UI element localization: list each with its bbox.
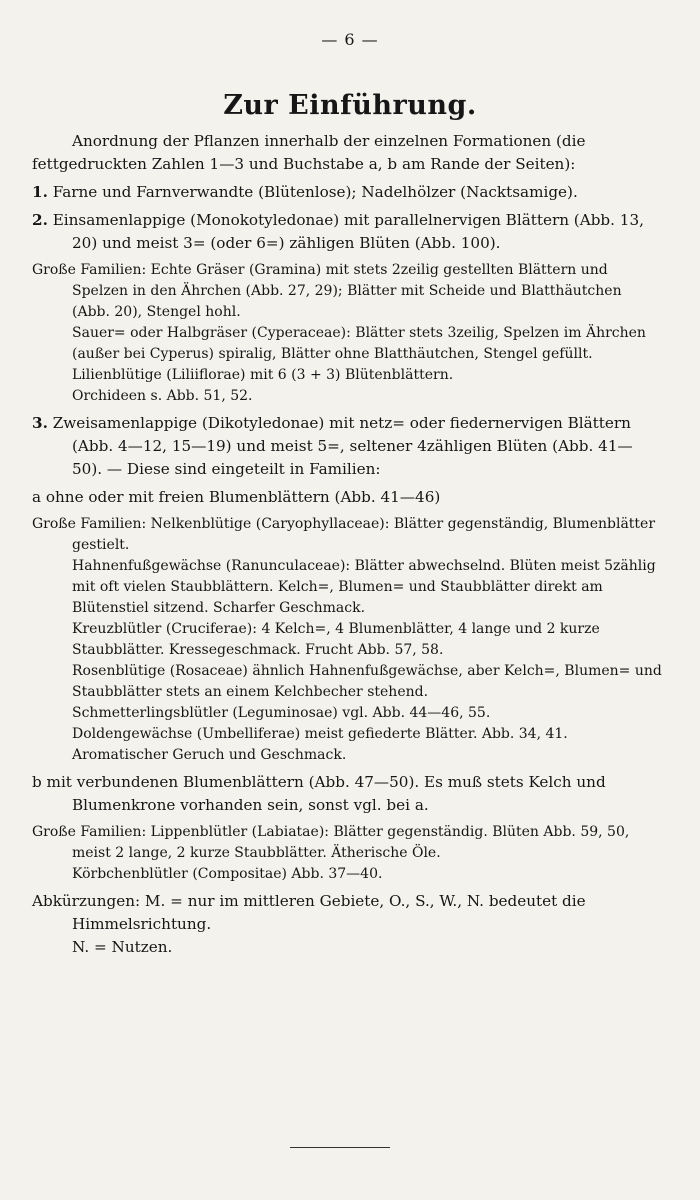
section-1 [32, 181, 662, 204]
section-3-number: 3. [32, 414, 48, 432]
family-entry: Kreuzblütler (Cruciferae): 4 Kelch=, 4 Blumenblätter, 4 lange und 2 kurze Staubblätter. Kressegeschmack. Frucht Abb. 57, 58. [72, 621, 600, 658]
family-entry: Körbchenblütler (Compositae) Abb. 37—40. [72, 866, 383, 882]
family-entry: Rosenblütige (Rosaceae) ähnlich Hahnenfußgewächse, aber Kelch=, Blumen= und Staubblätter stets an einem Kelchbecher stehend. [72, 663, 662, 700]
section-1-text: Farne und Farnverwandte (Blütenlose); Nadelhölzer (Nacktsamige). [52, 183, 578, 201]
subsection-b: b mit verbundenen Blumenblättern (Abb. 47—50). Es muß stets Kelch und Blumenkrone vorhanden sein, sonst vgl. bei a. [32, 773, 606, 814]
page-title: Zur Einführung. [223, 90, 477, 121]
family-entry: Hahnenfußgewächse (Ranunculaceae): Blätter abwechselnd. Blüten meist 5zählig mit oft vielen Staubblättern. Kelch=, Blumen= und Staubblätter direkt am Blütenstiel sitzend. Scharfer Geschmack. [72, 558, 656, 616]
page-number: — 6 — [321, 30, 379, 49]
section-3 [32, 412, 662, 481]
subsection-a: a ohne oder mit freien Blumenblättern (Abb. 41—46) [32, 488, 441, 506]
subsection-b-families [32, 822, 662, 885]
family-entry: Doldengewächse (Umbelliferae) meist gefiederte Blätter. Abb. 34, 41. Aromatischer Geruch und Geschmack. [72, 726, 568, 763]
section-2-number: 2. [32, 211, 48, 229]
bottom-rule [290, 1147, 390, 1148]
section-1-number: 1. [32, 183, 48, 201]
section-3-text: Zweisamenlappige (Dikotyledonae) mit netz= oder fiedernervigen Blättern (Abb. 4—12, 15—19) und meist 5=, seltener 4zähligen Blüten (Abb. 41—50). — Diese sind eingeteilt in Familien: [52, 414, 633, 478]
family-entry: Große Familien: Nelkenblütige (Caryophyllaceae): Blätter gegenständig, Blumenblätter gestielt. [32, 516, 656, 553]
family-entry: Große Familien: Echte Gräser (Gramina) mit stets 2zeilig gestellten Blättern und Spelzen in den Ährchen (Abb. 27, 29); Blätter mit Scheide und Blatthäutchen (Abb. 20), Stengel hohl. [32, 262, 622, 320]
subsection-a-families [32, 514, 662, 766]
section-2 [32, 209, 662, 255]
abbreviations: Abkürzungen: M. = nur im mittleren Gebiete, O., S., W., N. bedeutet die Himmelsrichtung. [32, 892, 586, 933]
abbreviations-nutzen: N. = Nutzen. [72, 938, 173, 956]
family-entry: Sauer= oder Halbgräser (Cyperaceae): Blätter stets 3zeilig, Spelzen im Ährchen (außer bei Cyperus) spiralig, Blätter ohne Blatthäutchen, Stengel gefüllt. [72, 325, 646, 362]
page-body [32, 130, 662, 959]
family-entry: Orchideen s. Abb. 51, 52. [72, 388, 253, 404]
section-2-families [32, 260, 662, 407]
family-entry: Große Familien: Lippenblütler (Labiatae): Blätter gegenständig. Blüten Abb. 59, 50, meist 2 lange, 2 kurze Staubblätter. Ätherische Öle. [32, 824, 630, 861]
intro-paragraph: Anordnung der Pflanzen innerhalb der einzelnen Formationen (die fettgedruckten Zahlen 1—3 und Buchstabe a, b am Rande der Seiten): [32, 132, 586, 173]
family-entry: Schmetterlingsblütler (Leguminosae) vgl. Abb. 44—46, 55. [72, 705, 491, 721]
section-2-text: Einsamenlappige (Monokotyledonae) mit parallelnervigen Blättern (Abb. 13, 20) und meist 3= (oder 6=) zähligen Blüten (Abb. 100). [52, 211, 644, 252]
family-entry: Lilienblütige (Liliiflorae) mit 6 (3 + 3) Blütenblättern. [72, 367, 454, 383]
